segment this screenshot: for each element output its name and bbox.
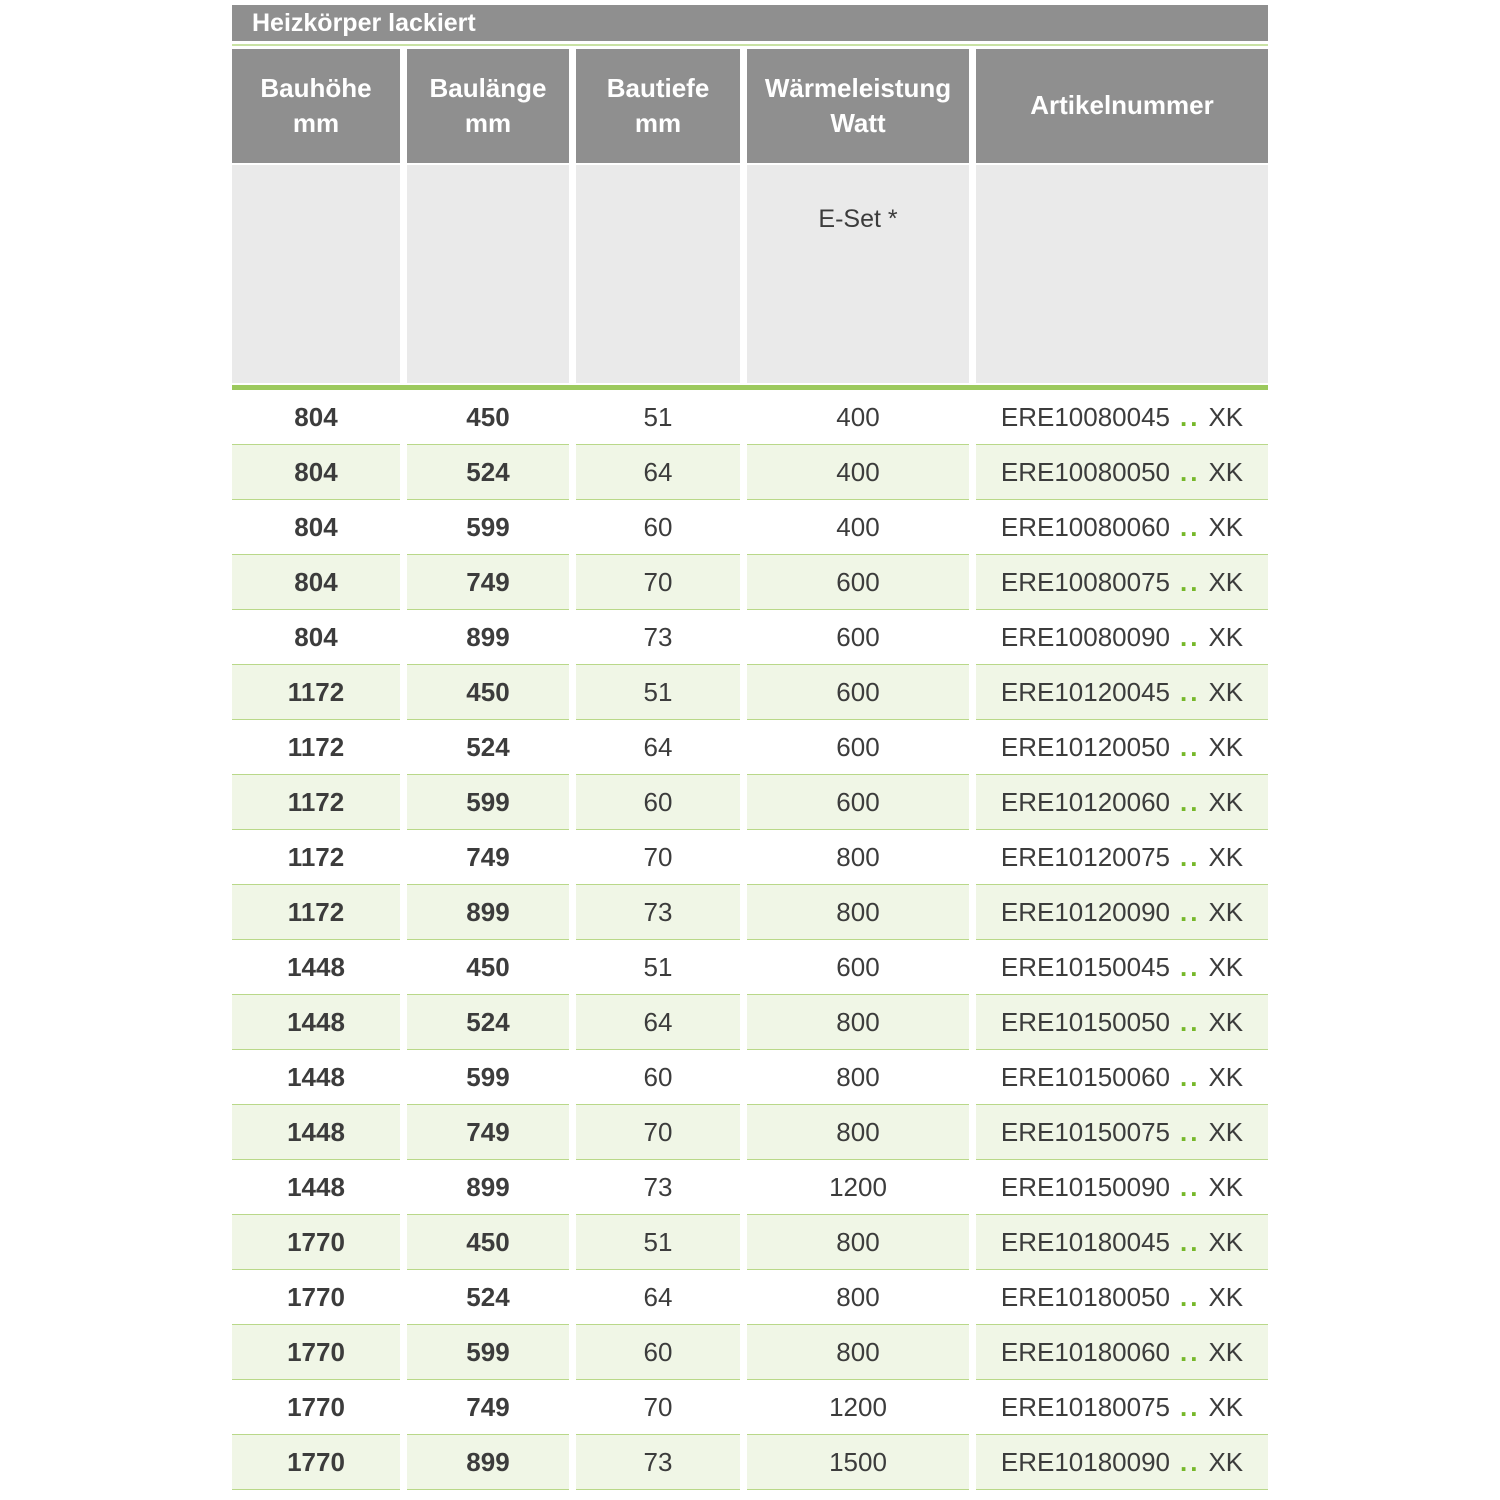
table-row <box>232 665 1268 720</box>
cell-baulaenge: 524 <box>407 445 569 500</box>
table-row <box>232 390 1268 445</box>
table-row <box>232 830 1268 885</box>
artikel-suffix: XK <box>1208 1061 1244 1092</box>
cell-artikelnummer <box>976 885 1268 940</box>
artikel-suffix: XK <box>1208 1336 1244 1367</box>
cell-watt: 800 <box>747 885 969 940</box>
table-row <box>232 555 1268 610</box>
artikel-dots: .. <box>1180 676 1201 707</box>
subheader-cell-eset <box>747 165 969 383</box>
cell-bautiefe: 64 <box>576 445 740 500</box>
cell-bauhoehe: 1448 <box>232 995 400 1050</box>
artikel-prefix: ERE10150090 <box>1000 1171 1170 1202</box>
artikel-prefix: ERE10180050 <box>1000 1281 1170 1312</box>
artikel-dots: .. <box>1180 401 1201 432</box>
cell-baulaenge: 899 <box>407 1160 569 1215</box>
artikel-suffix: XK <box>1208 1226 1244 1257</box>
artikel-suffix: XK <box>1208 566 1244 597</box>
cell-bauhoehe: 1770 <box>232 1325 400 1380</box>
header-label-line1: Bauhöhe <box>260 72 372 103</box>
cell-artikelnummer <box>976 1105 1268 1160</box>
artikel-suffix: XK <box>1208 1171 1244 1202</box>
table-row <box>232 1160 1268 1215</box>
artikel-dots: .. <box>1180 1061 1201 1092</box>
cell-bauhoehe: 1172 <box>232 885 400 940</box>
cell-bauhoehe: 1172 <box>232 775 400 830</box>
header-label-line2: mm <box>464 108 512 138</box>
cell-watt: 600 <box>747 940 969 995</box>
table-row <box>232 720 1268 775</box>
cell-baulaenge: 599 <box>407 500 569 555</box>
artikel-suffix: XK <box>1208 1446 1244 1477</box>
header-cell-waermeleistung <box>747 49 969 163</box>
artikel-suffix: XK <box>1208 401 1244 432</box>
artikel-suffix: XK <box>1208 951 1244 982</box>
cell-bauhoehe: 1448 <box>232 1105 400 1160</box>
table-row <box>232 1215 1268 1270</box>
table-row <box>232 445 1268 500</box>
artikel-prefix: ERE10080060 <box>1000 511 1170 542</box>
artikel-prefix: ERE10120050 <box>1000 731 1170 762</box>
header-cell-bautiefe <box>576 49 740 163</box>
cell-bauhoehe: 804 <box>232 555 400 610</box>
cell-artikelnummer <box>976 500 1268 555</box>
cell-watt: 800 <box>747 1325 969 1380</box>
artikel-prefix: ERE10120060 <box>1000 786 1170 817</box>
cell-bauhoehe: 1770 <box>232 1270 400 1325</box>
cell-baulaenge: 899 <box>407 1435 569 1490</box>
cell-watt: 600 <box>747 720 969 775</box>
cell-bautiefe: 51 <box>576 665 740 720</box>
cell-watt: 1500 <box>747 1435 969 1490</box>
cell-artikelnummer <box>976 610 1268 665</box>
cell-watt: 400 <box>747 390 969 445</box>
cell-bauhoehe: 1448 <box>232 940 400 995</box>
cell-bauhoehe: 1770 <box>232 1215 400 1270</box>
cell-baulaenge: 599 <box>407 775 569 830</box>
table-row <box>232 500 1268 555</box>
table-row <box>232 1380 1268 1435</box>
artikel-suffix: XK <box>1208 841 1244 872</box>
artikel-dots: .. <box>1180 621 1201 652</box>
artikel-prefix: ERE10180060 <box>1000 1336 1170 1367</box>
artikel-dots: .. <box>1180 951 1201 982</box>
cell-watt: 800 <box>747 1270 969 1325</box>
subheader-cell-bautiefe <box>576 165 740 383</box>
artikel-prefix: ERE10150075 <box>1000 1116 1170 1147</box>
table-title: Heizkörper lackiert <box>252 9 476 37</box>
artikel-prefix: ERE10150045 <box>1000 951 1170 982</box>
table-row <box>232 775 1268 830</box>
cell-bautiefe: 64 <box>576 995 740 1050</box>
artikel-suffix: XK <box>1208 731 1244 762</box>
cell-baulaenge: 450 <box>407 390 569 445</box>
cell-baulaenge: 599 <box>407 1325 569 1380</box>
cell-baulaenge: 524 <box>407 720 569 775</box>
cell-bauhoehe: 1770 <box>232 1380 400 1435</box>
cell-baulaenge: 524 <box>407 995 569 1050</box>
table-row <box>232 1435 1268 1490</box>
cell-bautiefe: 70 <box>576 830 740 885</box>
artikel-prefix: ERE10180090 <box>1000 1446 1170 1477</box>
header-label-line2: mm <box>292 108 340 138</box>
artikel-prefix: ERE10150050 <box>1000 1006 1170 1037</box>
cell-bauhoehe: 1172 <box>232 720 400 775</box>
cell-bauhoehe: 804 <box>232 610 400 665</box>
cell-bautiefe: 60 <box>576 775 740 830</box>
header-label-line2: Watt <box>830 108 886 138</box>
header-label-line1: Artikelnummer <box>1030 90 1214 121</box>
cell-watt: 400 <box>747 445 969 500</box>
cell-watt: 800 <box>747 1215 969 1270</box>
cell-artikelnummer <box>976 1380 1268 1435</box>
artikel-dots: .. <box>1180 456 1201 487</box>
table-row <box>232 995 1268 1050</box>
artikel-prefix: ERE10120075 <box>1000 841 1170 872</box>
header-cell-baulaenge <box>407 49 569 163</box>
title-divider <box>232 44 1268 46</box>
artikel-dots: .. <box>1180 1281 1201 1312</box>
cell-bauhoehe: 804 <box>232 500 400 555</box>
cell-artikelnummer <box>976 665 1268 720</box>
cell-bautiefe: 73 <box>576 1160 740 1215</box>
artikel-prefix: ERE10180045 <box>1000 1226 1170 1257</box>
artikel-dots: .. <box>1180 1171 1201 1202</box>
cell-bauhoehe: 1770 <box>232 1435 400 1490</box>
table-row <box>232 940 1268 995</box>
artikel-prefix: ERE10080075 <box>1000 566 1170 597</box>
artikel-dots: .. <box>1180 841 1201 872</box>
cell-watt: 800 <box>747 1050 969 1105</box>
table-body <box>232 390 1268 1490</box>
cell-baulaenge: 749 <box>407 555 569 610</box>
table-title-bar <box>232 5 1268 41</box>
table-row <box>232 610 1268 665</box>
cell-bautiefe: 73 <box>576 610 740 665</box>
cell-bautiefe: 73 <box>576 885 740 940</box>
cell-bautiefe: 51 <box>576 1215 740 1270</box>
cell-bautiefe: 70 <box>576 1380 740 1435</box>
header-cell-bauhoehe <box>232 49 400 163</box>
cell-artikelnummer <box>976 995 1268 1050</box>
cell-watt: 1200 <box>747 1380 969 1435</box>
artikel-suffix: XK <box>1208 1006 1244 1037</box>
artikel-suffix: XK <box>1208 1281 1244 1312</box>
table-row <box>232 1325 1268 1380</box>
cell-bautiefe: 60 <box>576 1050 740 1105</box>
cell-watt: 800 <box>747 1105 969 1160</box>
cell-baulaenge: 899 <box>407 610 569 665</box>
cell-watt: 400 <box>747 500 969 555</box>
cell-bauhoehe: 804 <box>232 390 400 445</box>
cell-bautiefe: 51 <box>576 390 740 445</box>
cell-baulaenge: 450 <box>407 940 569 995</box>
subheader-cell-bauhoehe <box>232 165 400 383</box>
artikel-prefix: ERE10080045 <box>1000 401 1170 432</box>
table-row <box>232 885 1268 940</box>
cell-baulaenge: 899 <box>407 885 569 940</box>
table-row <box>232 1270 1268 1325</box>
cell-artikelnummer <box>976 555 1268 610</box>
table-row <box>232 1050 1268 1105</box>
header-label-line2: mm <box>634 108 682 138</box>
cell-bautiefe: 60 <box>576 500 740 555</box>
cell-bautiefe: 70 <box>576 1105 740 1160</box>
artikel-suffix: XK <box>1208 456 1244 487</box>
cell-watt: 1200 <box>747 1160 969 1215</box>
artikel-prefix: ERE10120045 <box>1000 676 1170 707</box>
cell-artikelnummer <box>976 1435 1268 1490</box>
artikel-suffix: XK <box>1208 511 1244 542</box>
cell-baulaenge: 749 <box>407 1105 569 1160</box>
table-row <box>232 1105 1268 1160</box>
cell-baulaenge: 749 <box>407 1380 569 1435</box>
cell-baulaenge: 450 <box>407 1215 569 1270</box>
cell-baulaenge: 599 <box>407 1050 569 1105</box>
cell-bauhoehe: 1172 <box>232 665 400 720</box>
cell-bauhoehe: 1448 <box>232 1160 400 1215</box>
artikel-prefix: ERE10150060 <box>1000 1061 1170 1092</box>
cell-bautiefe: 64 <box>576 720 740 775</box>
cell-artikelnummer <box>976 940 1268 995</box>
artikel-suffix: XK <box>1208 1391 1244 1422</box>
cell-bauhoehe: 1172 <box>232 830 400 885</box>
cell-artikelnummer <box>976 775 1268 830</box>
artikel-suffix: XK <box>1208 786 1244 817</box>
cell-artikelnummer <box>976 1215 1268 1270</box>
artikel-prefix: ERE10080090 <box>1000 621 1170 652</box>
cell-artikelnummer <box>976 390 1268 445</box>
header-cell-artikelnummer <box>976 49 1268 163</box>
artikel-dots: .. <box>1180 1116 1201 1147</box>
subheader-row <box>232 165 1268 383</box>
cell-watt: 600 <box>747 610 969 665</box>
cell-artikelnummer <box>976 1050 1268 1105</box>
cell-baulaenge: 749 <box>407 830 569 885</box>
artikel-suffix: XK <box>1208 676 1244 707</box>
cell-baulaenge: 524 <box>407 1270 569 1325</box>
cell-bautiefe: 70 <box>576 555 740 610</box>
cell-artikelnummer <box>976 1270 1268 1325</box>
artikel-dots: .. <box>1180 786 1201 817</box>
cell-artikelnummer <box>976 720 1268 775</box>
cell-artikelnummer <box>976 830 1268 885</box>
header-label-line1: Bautiefe <box>606 72 710 103</box>
column-header-row <box>232 49 1268 163</box>
artikel-suffix: XK <box>1208 896 1244 927</box>
artikel-dots: .. <box>1180 1226 1201 1257</box>
artikel-prefix: ERE10080050 <box>1000 456 1170 487</box>
cell-bauhoehe: 804 <box>232 445 400 500</box>
header-label-line1: Wärmeleistung <box>764 72 952 103</box>
cell-watt: 600 <box>747 775 969 830</box>
eset-label: E-Set * <box>818 205 898 233</box>
artikel-dots: .. <box>1180 1391 1201 1422</box>
cell-bautiefe: 51 <box>576 940 740 995</box>
artikel-suffix: XK <box>1208 1116 1244 1147</box>
artikel-dots: .. <box>1180 896 1201 927</box>
artikel-prefix: ERE10120090 <box>1000 896 1170 927</box>
cell-watt: 600 <box>747 555 969 610</box>
artikel-dots: .. <box>1180 1006 1201 1037</box>
cell-bautiefe: 60 <box>576 1325 740 1380</box>
cell-bauhoehe: 1448 <box>232 1050 400 1105</box>
cell-artikelnummer <box>976 445 1268 500</box>
cell-watt: 600 <box>747 665 969 720</box>
spec-table <box>232 5 1268 1490</box>
cell-watt: 800 <box>747 830 969 885</box>
artikel-prefix: ERE10180075 <box>1000 1391 1170 1422</box>
artikel-dots: .. <box>1180 1446 1201 1477</box>
cell-bautiefe: 73 <box>576 1435 740 1490</box>
subheader-cell-baulaenge <box>407 165 569 383</box>
cell-watt: 800 <box>747 995 969 1050</box>
artikel-dots: .. <box>1180 731 1201 762</box>
artikel-dots: .. <box>1180 511 1201 542</box>
cell-bautiefe: 64 <box>576 1270 740 1325</box>
artikel-suffix: XK <box>1208 621 1244 652</box>
cell-baulaenge: 450 <box>407 665 569 720</box>
header-label-line1: Baulänge <box>429 72 547 103</box>
cell-artikelnummer <box>976 1325 1268 1380</box>
subheader-cell-artikelnummer <box>976 165 1268 383</box>
artikel-dots: .. <box>1180 1336 1201 1367</box>
artikel-dots: .. <box>1180 566 1201 597</box>
cell-artikelnummer <box>976 1160 1268 1215</box>
